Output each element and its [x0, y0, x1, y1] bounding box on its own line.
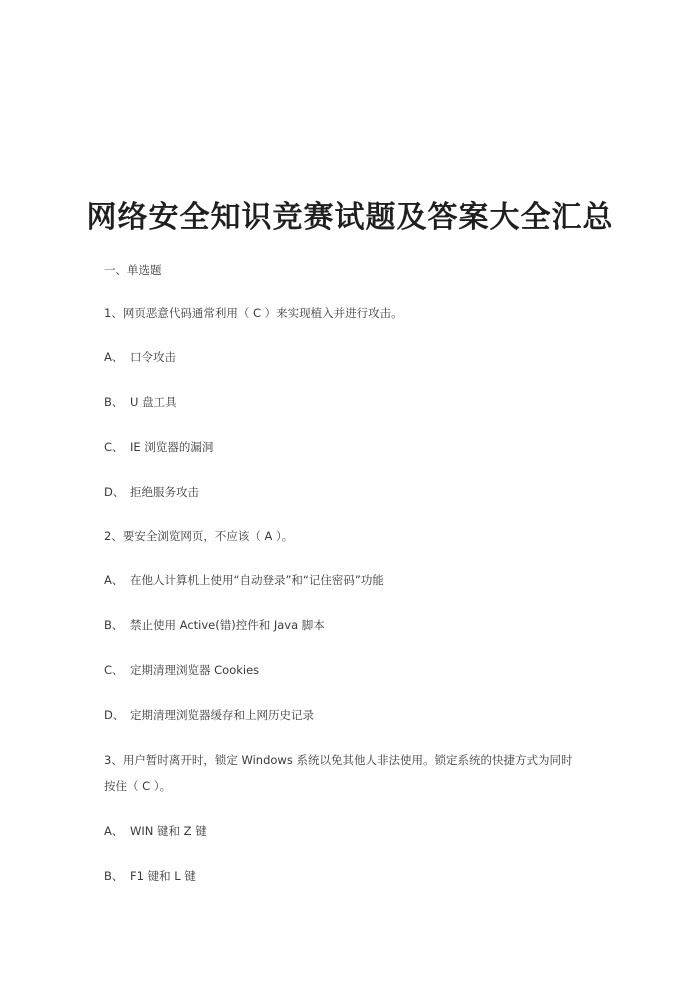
option-text: IE 浏览器的漏洞 [130, 440, 214, 454]
option-text: 口令攻击 [130, 350, 176, 364]
option-text: 定期清理浏览器 Cookies [130, 663, 260, 677]
question-1-stem: 1、网页恶意代码通常利用（ C ）来实现植入并进行攻击。 [104, 306, 403, 320]
option-letter: C、 [104, 663, 124, 677]
option-letter: A、 [104, 573, 124, 587]
question-2-stem: 2、要安全浏览网页，不应该（ A ）。 [104, 529, 294, 543]
option-text: 禁止使用 Active(错)控件和 Java 脚本 [130, 618, 325, 632]
option-text: WIN 键和 Z 键 [130, 824, 207, 838]
option-text: 定期清理浏览器缓存和上网历史记录 [130, 708, 314, 722]
option-letter: B、 [104, 618, 124, 632]
section-heading: 一、单选题 [104, 263, 162, 277]
page-title: 网络安全知识竞赛试题及答案大全汇总 [86, 200, 614, 235]
option-letter: B、 [104, 395, 124, 409]
option-text: U 盘工具 [130, 395, 177, 409]
option-letter: C、 [104, 440, 124, 454]
option-letter: B、 [104, 869, 124, 883]
option-letter: A、 [104, 824, 124, 838]
option-text: 拒绝服务攻击 [130, 485, 199, 499]
question-3-stem: 3、用户暂时离开时，锁定 Windows 系统以免其他人非法使用。锁定系统的快捷方式为同时 [104, 753, 573, 767]
option-letter: D、 [104, 485, 125, 499]
option-letter: A、 [104, 350, 124, 364]
option-text: 在他人计算机上使用“自动登录”和“记住密码”功能 [130, 573, 384, 587]
option-letter: D、 [104, 708, 125, 722]
question-3-stem-continued: 按住（ C ）。 [104, 779, 172, 793]
option-text: F1 键和 L 键 [130, 869, 196, 883]
